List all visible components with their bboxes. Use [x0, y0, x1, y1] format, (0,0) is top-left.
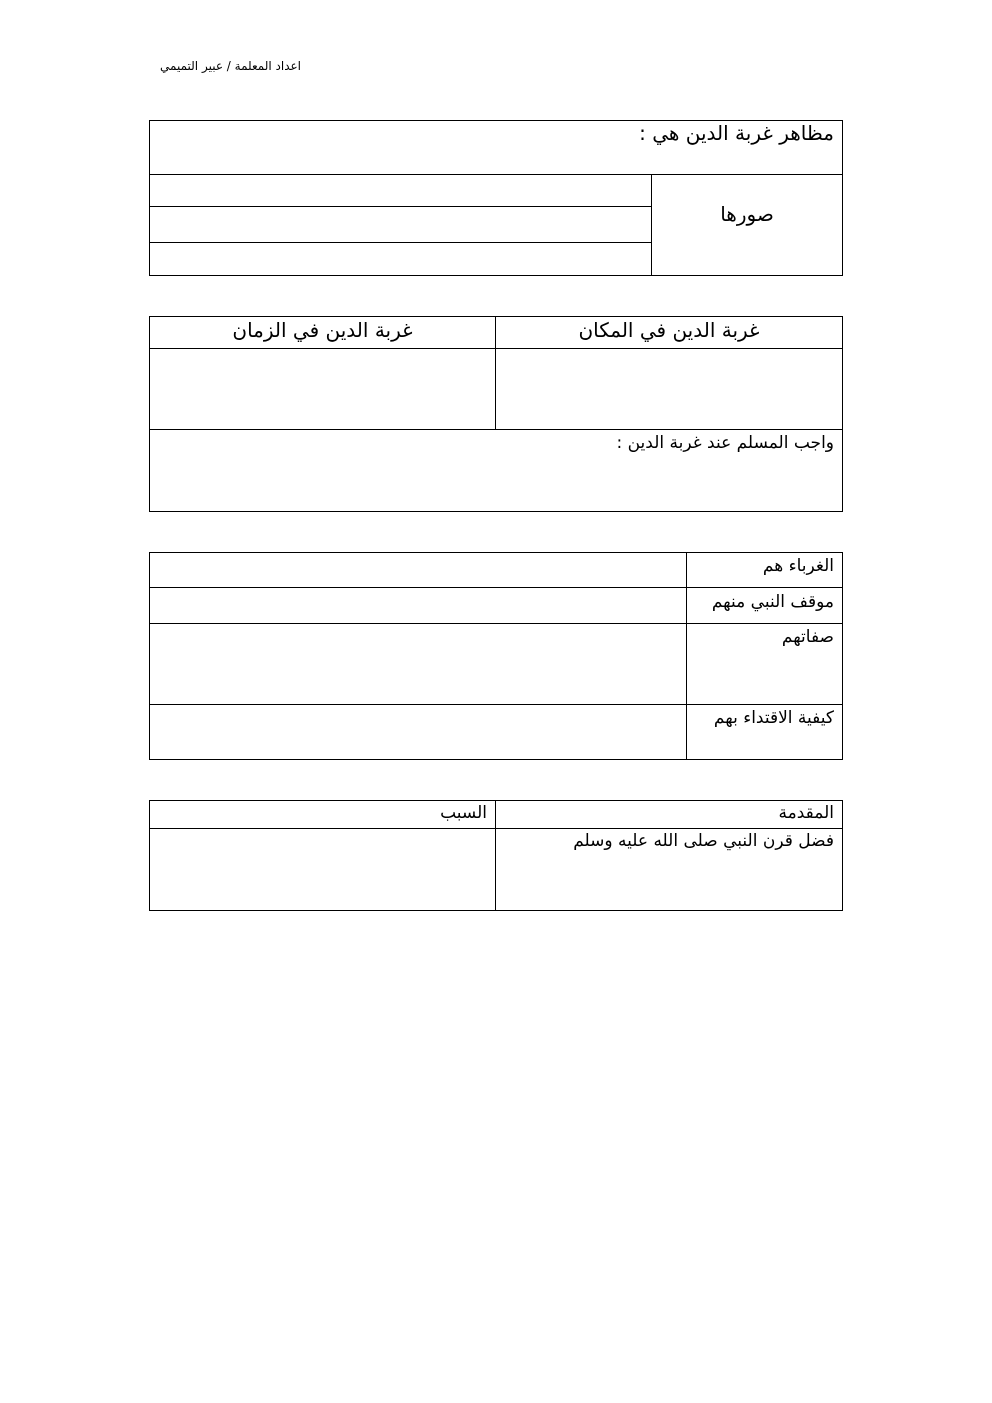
- characteristics-answer-cell[interactable]: [150, 624, 685, 703]
- time-answer-cell[interactable]: [150, 349, 495, 429]
- strangers-label: الغرباء هم: [762, 556, 834, 576]
- manifestations-title: مظاهر غربة الدين هي :: [639, 121, 834, 145]
- prophet-stance-label: موقف النبي منهم: [711, 592, 834, 612]
- premise-header: المقدمة: [778, 803, 834, 823]
- emulation-label: كيفية الاقتداء بهم: [713, 708, 834, 728]
- premise-value: فضل قرن النبي صلى الله عليه وسلم: [573, 831, 834, 851]
- place-header: غربة الدين في المكان: [578, 318, 760, 342]
- forms-label: صورها: [720, 202, 774, 226]
- prophet-stance-answer-cell[interactable]: [150, 588, 685, 622]
- reason-answer-cell[interactable]: [150, 829, 494, 909]
- place-answer-cell[interactable]: [496, 349, 842, 429]
- forms-answer-line-3[interactable]: [150, 243, 650, 274]
- forms-answer-line-1[interactable]: [150, 175, 650, 205]
- forms-answer-line-2[interactable]: [150, 207, 650, 241]
- time-header: غربة الدين في الزمان: [232, 318, 413, 342]
- emulation-answer-cell[interactable]: [150, 705, 685, 758]
- strangers-answer-cell[interactable]: [150, 553, 685, 586]
- duty-label: واجب المسلم عند غربة الدين :: [616, 433, 834, 453]
- author-header: اعداد المعلمة / عبير التميمي: [160, 59, 301, 73]
- characteristics-label: صفاتهم: [781, 627, 834, 647]
- reason-header: السبب: [440, 803, 487, 823]
